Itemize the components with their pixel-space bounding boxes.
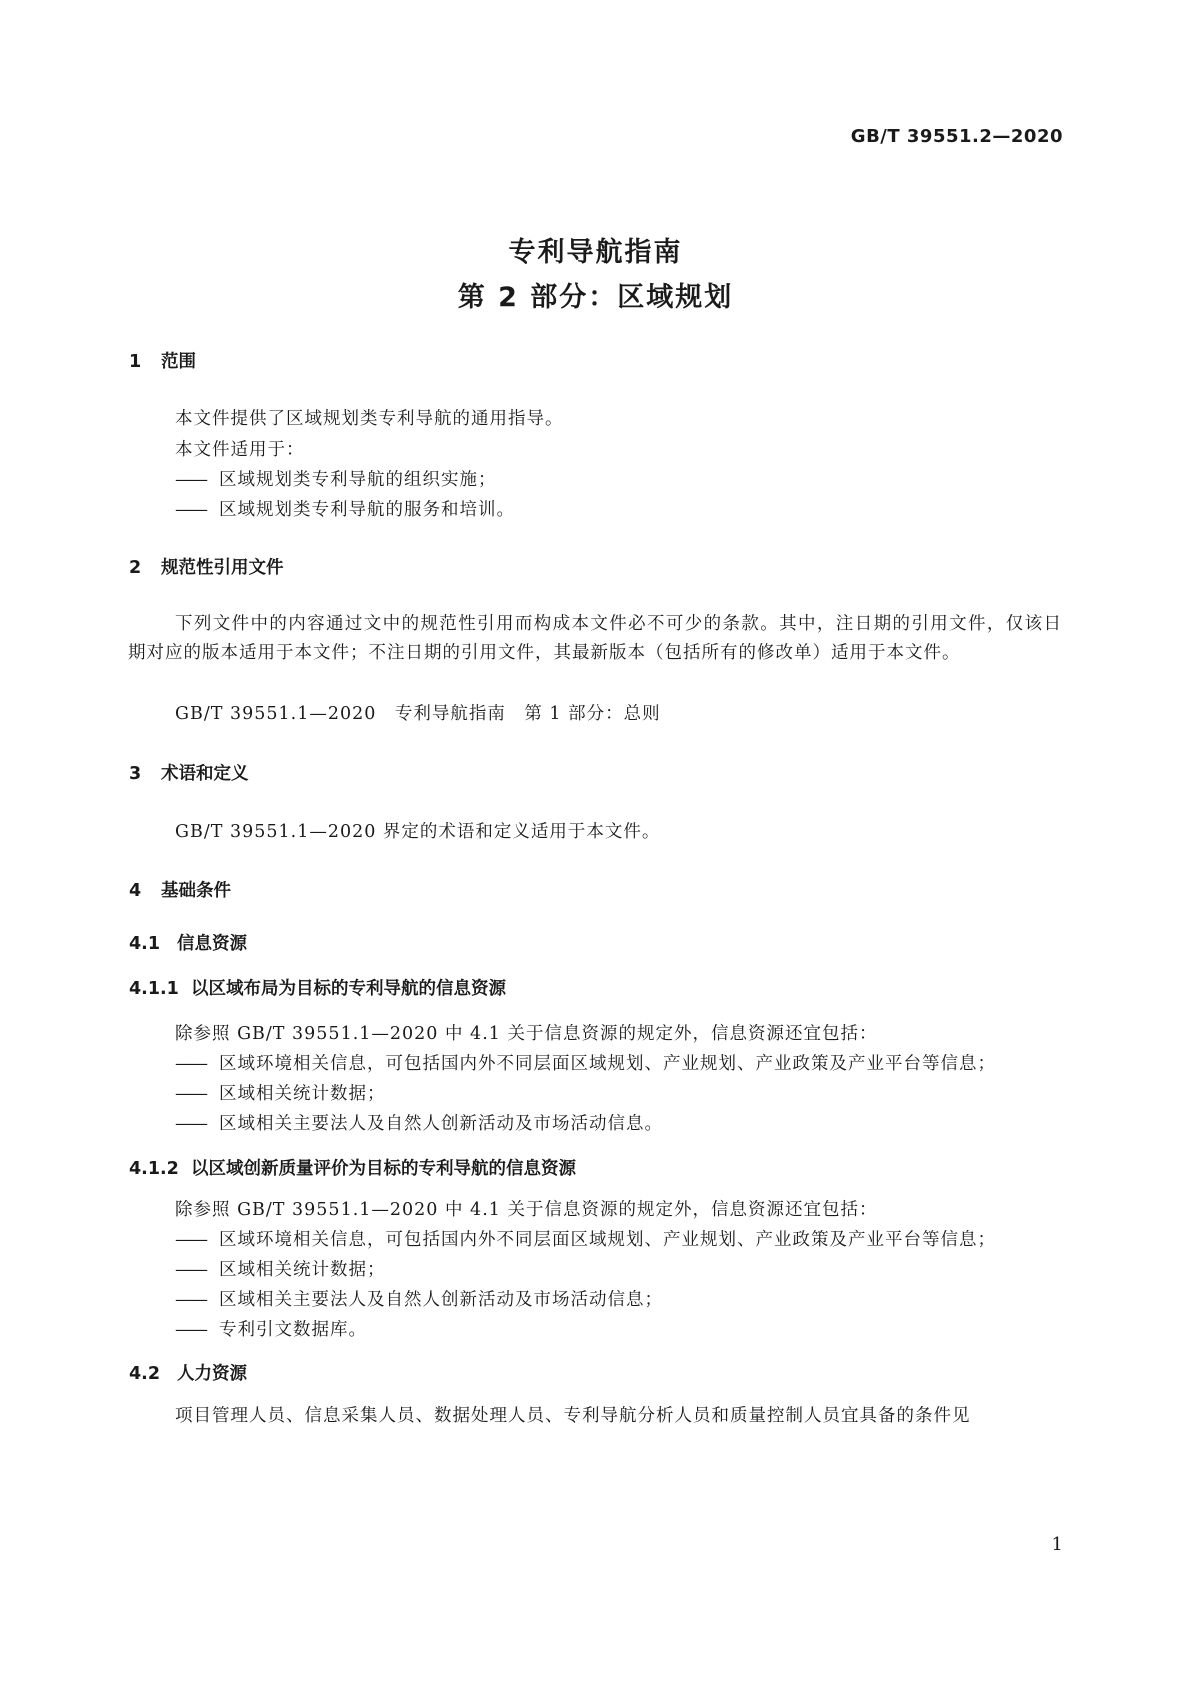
dash-mark: —— — [175, 500, 206, 520]
list-item: —— 专利引文数据库。 — [175, 1320, 367, 1340]
dash-mark: —— — [175, 1084, 206, 1104]
page-number: 1 — [1051, 1534, 1063, 1555]
section-heading-4-1-1: 4.1.1 以区域布局为目标的专利导航的信息资源 — [129, 979, 506, 999]
paragraph: 本文件适用于： — [175, 440, 305, 460]
list-item: —— 区域规划类专利导航的服务和培训。 — [175, 500, 515, 520]
section-heading-4-2: 4.2 人力资源 — [129, 1364, 247, 1384]
dash-mark: —— — [175, 1320, 206, 1340]
list-item: —— 区域相关统计数据； — [175, 1260, 386, 1280]
dash-mark: —— — [175, 1114, 206, 1134]
document-title: 专利导航指南 — [508, 237, 683, 268]
paragraph: 本文件提供了区域规划类专利导航的通用指导。 — [175, 409, 564, 429]
dash-mark: —— — [175, 1260, 206, 1280]
paragraph: 下列文件中的内容通过文中的规范性引用而构成本文件必不可少的条款。其中，注日期的引用文件，仅该日期对应的版本适用于本文件；不注日期的引用文件，其最新版本（包括所有的修改单）适用于本文件。 — [128, 614, 1062, 663]
dash-mark: —— — [175, 1290, 206, 1310]
section-heading-4-1: 4.1 信息资源 — [129, 934, 247, 954]
list-item: —— 区域规划类专利导航的组织实施； — [175, 470, 497, 490]
document-subtitle: 第 2 部分：区域规划 — [457, 282, 734, 313]
paragraph: 除参照 GB/T 39551.1—2020 中 4.1 关于信息资源的规定外，信息资源还宜包括： — [175, 1200, 878, 1220]
paragraph: 项目管理人员、信息采集人员、数据处理人员、专利导航分析人员和质量控制人员宜具备的条件见 — [175, 1406, 971, 1426]
list-item: —— 区域环境相关信息，可包括国内外不同层面区域规划、产业规划、产业政策及产业平台等信息； — [175, 1230, 996, 1250]
dash-mark: —— — [175, 1230, 206, 1250]
section-heading-4-1-2: 4.1.2 以区域创新质量评价为目标的专利导航的信息资源 — [129, 1159, 576, 1179]
list-item: —— 区域相关主要法人及自然人创新活动及市场活动信息； — [175, 1290, 663, 1310]
standard-code: GB/T 39551.2—2020 — [850, 126, 1063, 147]
section-heading-4: 4 基础条件 — [129, 881, 231, 901]
section-heading-1: 1 范围 — [129, 352, 196, 372]
dash-mark: —— — [175, 1054, 206, 1074]
paragraph: GB/T 39551.1—2020 界定的术语和定义适用于本文件。 — [175, 822, 661, 842]
paragraph: 除参照 GB/T 39551.1—2020 中 4.1 关于信息资源的规定外，信息资源还宜包括： — [175, 1024, 878, 1044]
list-item: —— 区域环境相关信息，可包括国内外不同层面区域规划、产业规划、产业政策及产业平台等信息； — [175, 1054, 996, 1074]
list-item: —— 区域相关统计数据； — [175, 1084, 386, 1104]
normative-reference: GB/T 39551.1—2020 专利导航指南 第 1 部分：总则 — [175, 704, 661, 724]
section-heading-3: 3 术语和定义 — [129, 764, 249, 784]
list-item: —— 区域相关主要法人及自然人创新活动及市场活动信息。 — [175, 1114, 663, 1134]
section-heading-2: 2 规范性引用文件 — [129, 558, 284, 578]
dash-mark: —— — [175, 470, 206, 490]
